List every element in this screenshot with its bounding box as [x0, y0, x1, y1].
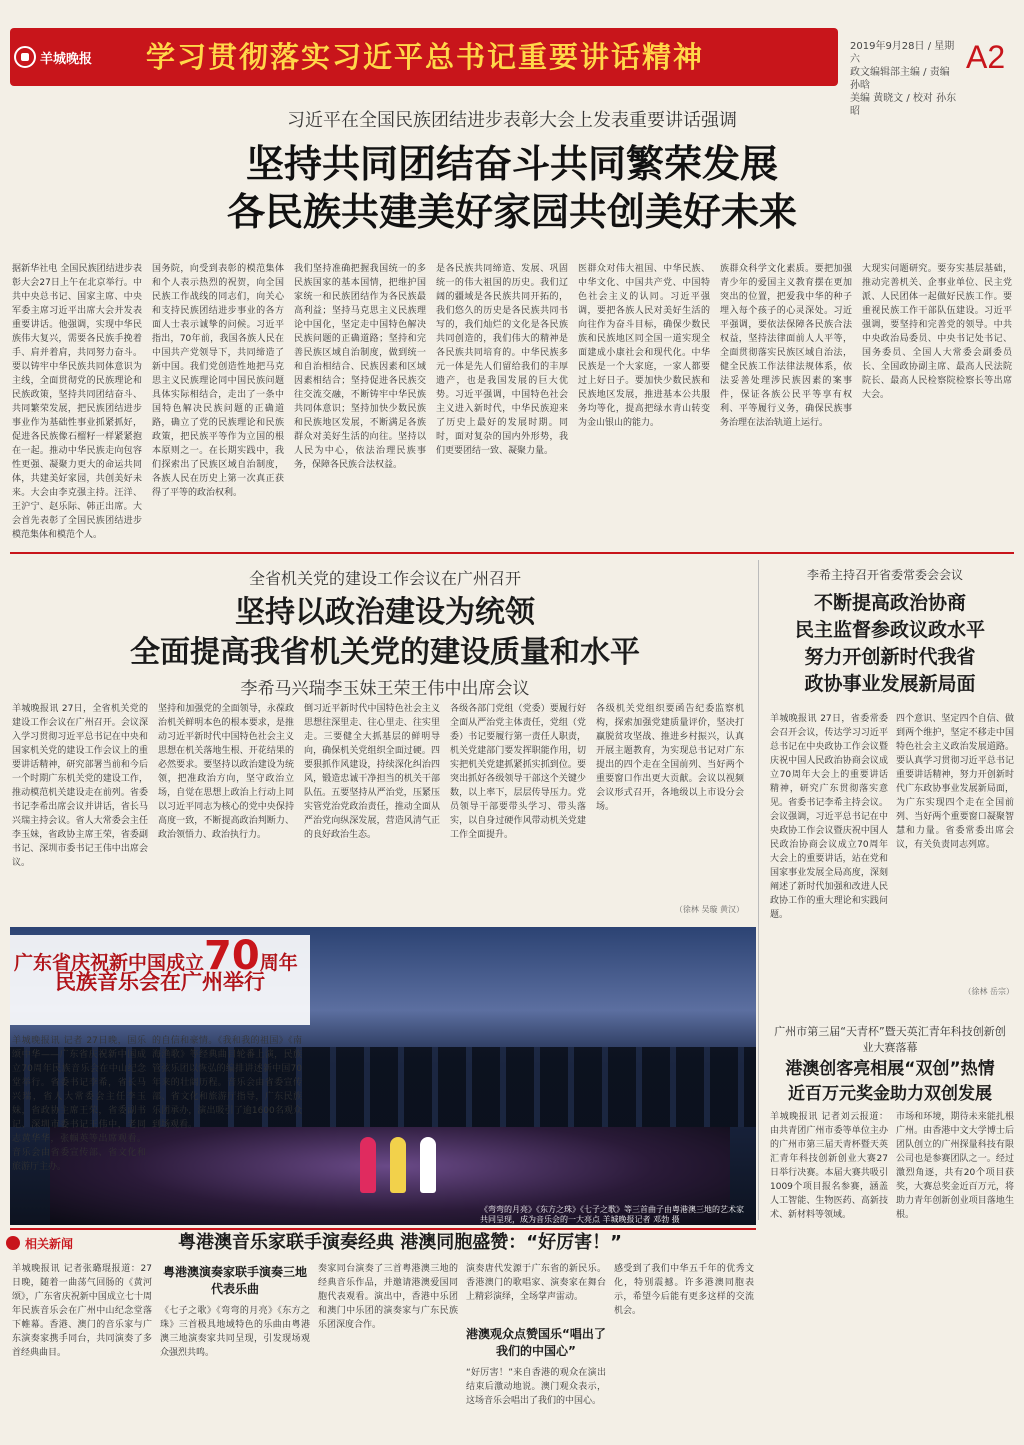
designer-line: 美编 黄晓文 / 校对 孙东昭	[850, 93, 957, 117]
news-col-3: 演奏唐代发源于广东省的新民乐。香港澳门的歌唱家、演奏家在舞台上精彩演绎，全场掌声雷动。	[466, 1264, 606, 1302]
photo-caption: 《弯弯的月亮》《东方之珠》《七子之歌》等三首曲子由粤港澳三地的艺术家共同呈现，成为音乐会的一大亮点 羊城晚报记者 邓勃 摄	[480, 1205, 744, 1224]
news-box2-title: 港澳观众点赞国乐“唱出了我们的中国心”	[466, 1327, 606, 1358]
second-headline[interactable]	[40, 593, 730, 673]
news-col-2: 奏家同台演奏了三首粤港澳三地的经典音乐作品，并邀请港澳爱国同胞代表观看。演出中，香港中乐团和澳门中乐团的演奏家与广东民族乐团深度合作。	[318, 1264, 458, 1330]
second-col-2: 坚持和加强党的全面领导，永葆政治机关鲜明本色的根本要求，是推动习近平新时代中国特色社会主义思想在机关落地生根、开花结果的必然要求。要坚持以政治建设为统领，把准政治方向，坚守政治立场，自觉在思想上政治上行动上同以习近平同志为核心的党中央保持高度一致，不断提高政治判断力、政治领悟力、政治执行力。	[158, 704, 294, 840]
news-box1-title: 粤港澳演奏家联手演奏三地代表乐曲	[162, 1265, 307, 1296]
related-news-tag[interactable]	[6, 1233, 106, 1253]
concert-title-prefix: 广东省庆祝新中国成立	[14, 952, 205, 974]
side1-headline-line1: 不断提高政治协商	[813, 592, 966, 614]
lead-col-5: 医群众对伟大祖国、中华民族、中华文化、中国共产党、中国特色社会主义的认同。习近平强调，要把各族人民对美好生活的向往作为奋斗目标，确保少数民族和民族地区同全国一道实现全面建成小康社会和现代化。中华民族是一个大家庭，一家人都要过上好日子。要加快少数民族和民族地区发展，推进基本公共服务均等化，提高把绿水青山转变为金山银山的能力。	[578, 264, 710, 428]
news-headline[interactable]: 粤港澳音乐家联手演奏经典 港澳同胞盛赞：“好厉害！”	[178, 1232, 622, 1253]
column-divider	[758, 560, 759, 1220]
lead-headline-line1: 坚持共同团结奋斗共同繁荣发展	[245, 142, 778, 186]
side1-byline: （徐林 岳宗）	[963, 987, 1014, 996]
side2-col-2: 市场和环境，期待未来能扎根广州。由香港中文大学博士后团队创立的广州探量科技有限公司也是参赛团队之一。经过激烈角逐，共有20个项目获奖，大赛总奖金近百万元，将助力青年创新创业项目落地生根。	[896, 1112, 1014, 1220]
side1-kicker: 李希主持召开省委常委会会议	[806, 568, 963, 582]
related-news-label: 相关新闻	[25, 1236, 74, 1251]
masthead-logo	[14, 32, 134, 82]
second-headline-line2: 全面提高我省机关党的建设质量和水平	[130, 635, 640, 670]
news-box1-col: 《七子之歌》《弯弯的月亮》《东方之珠》三首极具地域特色的乐曲由粤港澳三地演奏家共同呈现，引发现场观众强烈共鸣。	[160, 1306, 310, 1358]
side2-headline-line1: 港澳创客亮相展“双创”热情	[785, 1059, 995, 1079]
news-col-4: 感受到了我们中华五千年的优秀文化，特别震撼。许多港澳同胞表示，希望今后能有更多这样的交流机会。	[614, 1264, 754, 1316]
header-meta	[850, 40, 960, 118]
banner-title: 学习贯彻落实习近平总书记重要讲话精神	[146, 40, 705, 74]
lead-headline[interactable]	[60, 140, 964, 236]
lead-col-7: 大现实问题研究。要夯实基层基础，推动完善机关、企事业单位、民主党派、人民团体一起做好民族工作。要重视民族工作干部队伍建设。习近平强调，要坚持和完善党的领导。中共中央政治局委员、中央书记处书记、国务委员、全国人大常委会副委员长、全国政协副主席、最高人民法院院长、最高人民检察院检察长等出席大会。	[862, 264, 1012, 400]
side1-headline-line3: 努力开创新时代我省	[804, 646, 976, 668]
second-kicker: 全省机关党的建设工作会议在广州召开	[248, 569, 521, 588]
date-line: 2019年9月28日 / 星期六	[850, 41, 955, 65]
second-subhead: 李希马兴瑞李玉妹王荣王伟中出席会议	[240, 679, 530, 699]
second-headline-line1: 坚持以政治建设为统领	[235, 595, 535, 630]
side1-headline[interactable]	[770, 590, 1010, 698]
lead-col-6: 族群众科学文化素质。要把加强青少年的爱国主义教育摆在更加突出的位置，把爱我中华的种子埋入每个孩子的心灵深处。习近平强调，要依法保障各民族合法权益，坚持法律面前人人平等，全面贯彻落实民族区域自治法，健全民族工作法律法规体系，依法妥善处理涉民族因素的案事件，保证各族公民平等享有权利、平等履行义务，确保民族事务治理在法治轨道上运行。	[720, 264, 852, 428]
second-col-5: 各级机关党组织要函告纪委监察机构，探索加强党建质量评价，坚决打赢脱贫攻坚战、推进乡村振兴，认真开展主题教育，为实现总书记对广东提出的四个走在全国前列、当好两个重要窗口作出更大贡献。会议以视频会议形式召开，各地级以上市设分会场。	[596, 704, 744, 812]
performer-figure	[360, 1137, 376, 1193]
concert-title-line2: 民族音乐会在广州举行	[55, 970, 265, 994]
lead-kicker: 习近平在全国民族团结进步表彰大会上发表重要讲话强调	[287, 110, 737, 131]
logo-text: 羊城晚报	[40, 51, 93, 67]
lead-headline-line2: 各民族共建美好家园共创美好未来	[226, 190, 797, 234]
side2-col-1: 羊城晚报讯 记者刘云报道：由共青团广州市委等单位主办的广州市第三届天青杯暨天英汇青年科技创新创业大赛27日举行决赛。本届大赛共吸引1009个项目报名参赛，涵盖人工智能、生物医药、高新技术、新材料等领域。	[770, 1112, 888, 1220]
side1-col-1: 羊城晚报讯 27日，省委常委会召开会议，传达学习习近平总书记在中央政协工作会议暨庆祝中国人民政治协商会议成立70周年大会上的重要讲话精神，研究广东贯彻落实意见。省委书记李希主持会议。会议强调，习近平总书记在中央政协工作会议暨庆祝中国人民政治协商会议成立70周年大会上的重要讲话，站在党和国家事业发展全局高度，深刻阐述了新时代加强和改进人民政协工作的重大理论和实践问题。	[770, 714, 888, 920]
lead-col-1: 据新华社电 全国民族团结进步表彰大会27日上午在北京举行。中共中央总书记、国家主席、中央军委主席习近平出席大会并发表重要讲话。他强调，实现中华民族伟大复兴，需要各民族手挽着手、肩并着肩，共同努力奋斗。要以铸牢中华民族共同体意识为主线，全面贯彻党的民族理论和民族政策，坚持共同团结奋斗、共同繁荣发展，把民族团结进步事业作为基础性事业抓紧抓好，促进各民族像石榴籽一样紧紧抱在一起。推动中华民族走向包容性更强、凝聚力更大的命运共同体，共建美好家园，共创美好未来。大会由李克强主持。汪洋、王沪宁、赵乐际、韩正出席。大会首先表彰了全国民族团结进步模范集体和模范个人。	[12, 264, 142, 540]
concert-col-1: 羊城晚报讯 记者 27日晚，国乐颂中华——广东省庆祝新中国成立70周年民族音乐会在中山纪念堂举行。省委书记李希，省长马兴瑞，省人大常委会主任李玉妹，省政协主席王荣，省委副书记、深圳市委书记王伟中，老同志黄华华，张帼英等出席观看。音乐会由省委宣传部、省文化和旅游厅主办。	[12, 1036, 146, 1172]
news-box2-col: “好厉害！”来自香港的观众在演出结束后激动地说。澳门观众表示，这场音乐会唱出了我们的中国心。	[466, 1368, 606, 1406]
side2-headline-line2: 近百万元奖金助力双创发展	[788, 1084, 992, 1104]
concert-title-suffix: 周年	[259, 952, 298, 974]
lead-col-3: 我们坚持准确把握我国统一的多民族国家的基本国情，把维护国家统一和民族团结作为各民族最高利益；坚持马克思主义民族理论中国化，坚定走中国特色解决民族问题的正确道路；坚持和完善民族区域自治制度，做到统一和自治相结合、民族因素和区域因素相结合；坚持促进各民族交往交流交融，不断铸牢中华民族共同体意识；坚持加快少数民族和民族地区发展，不断满足各族群众对美好生活的向往。坚持以人民为中心，依法治理民族事务，保障各民族合法权益。	[294, 264, 426, 470]
side2-kicker: 广州市第三届“天青杯”暨天英汇青年科技创新创业大赛落幕	[774, 1025, 1006, 1054]
second-col-3: 倒习近平新时代中国特色社会主义思想往深里走、往心里走、往实里走。三要健全大抓基层的鲜明导向，确保机关党组织全面过硬。四要狠抓作风建设，持续深化纠治四风，锻造忠诚干净担当的机关干部队伍。五要坚持从严治党，压紧压实管党治党政治责任，推动全面从严治党向纵深发展，营造风清气正的良好政治生态。	[304, 704, 440, 840]
performer-figure	[420, 1137, 436, 1193]
news-col-1: 羊城晚报讯 记者张璐琨报道：27日晚，随着一曲荡气回肠的《黄河颂》，广东省庆祝新中国成立七十周年民族音乐会在广州中山纪念堂落下帷幕。香港、澳门的音乐家与广东演奏家携手同台，共同演奏了多首经典曲目。	[12, 1264, 152, 1358]
performer-figure	[390, 1137, 406, 1193]
concert-col-2: 的自信和豪情。《我和我的祖国》《南海渔歌》等经典曲目轮番上演，民族管弦乐团以恢弘的编排讲述新中国70年来的壮阔历程。音乐会由省委宣传部、省文化和旅游厅指导，广东民族乐团承办，演出吸引了逾1600名观众到场观看。	[152, 1036, 302, 1130]
side1-col-2: 四个意识、坚定四个自信、做到两个维护，坚定不移走中国特色社会主义政治发展道路。要认真学习贯彻习近平总书记重要讲话精神，努力开创新时代广东政协事业发展新局面，为广东实现四个走在全国前列、当好两个重要窗口凝聚智慧和力量。省委常委出席会议，有关负责同志列席。	[896, 714, 1014, 850]
side1-headline-line2: 民主监督参政议政水平	[794, 619, 985, 641]
second-byline: （徐林 吴璇 黄汉）	[674, 905, 744, 914]
section-divider	[10, 552, 1014, 554]
lead-col-2: 国务院，向受到表彰的模范集体和个人表示热烈的祝贺，向全国民族工作战线的同志们，向关心和支持民族团结进步事业的各方面人士表示诚挚的问候。习近平指出，70年前，我国各族人民在中国共产党领导下，共同缔造了新中国。我们党创造性地把马克思主义民族理论同中国民族问题具体实际相结合，走出了一条中国特色解决民族问题的正确道路，确立了党的民族理论和民族政策，把民族平等作为立国的根本原则之一。在长期实践中，我们探索出了民族区域自治制度，各族人民在历史上第一次真正获得了平等的政治权利。	[152, 264, 284, 498]
side1-headline-line4: 政协事业发展新局面	[804, 673, 976, 695]
lead-col-4: 是各民族共同缔造、发展、巩固统一的伟大祖国的历史。我们辽阔的疆域是各民族共同开拓的，我们悠久的历史是各民族共同书写的，我们灿烂的文化是各民族共同创造的，我们伟大的精神是各民族共同培育的。中华民族多元一体是先人们留给我们的丰厚遗产，也是我国发展的巨大优势。习近平强调，中国特色社会主义进入新时代，中华民族迎来了历史上最好的发展时期。同时，面对复杂的国内外形势，我们更要团结一致、凝聚力量。	[436, 264, 568, 456]
page-number: A2	[966, 39, 1006, 75]
news-tag-icon	[6, 1236, 20, 1250]
editor-line: 政文编辑部主编 / 责编 孙晗	[850, 67, 950, 91]
second-col-1: 羊城晚报讯 27日，全省机关党的建设工作会议在广州召开。会议深入学习贯彻习近平总书记在中央和国家机关党的建设工作会议上的重要讲话精神，研究部署当前和今后一个时期广东机关党的建设工作，推动模范机关建设走在前列。省委书记李希出席会议并讲话，省长马兴瑞主持会议。省人大常委会主任李玉妹，省政协主席王荣，省委副书记、深圳市委书记王伟中出席会议。	[12, 704, 148, 868]
concert-title-number: 70	[204, 933, 260, 979]
newspaper-logo-icon	[14, 46, 36, 68]
side2-headline[interactable]	[770, 1057, 1010, 1107]
second-col-4: 各级各部门党组（党委）要履行好全面从严治党主体责任，党组（党委）书记要履行第一责任人职责，机关党建部门要发挥职能作用，切实把机关党建抓紧抓实抓到位。要突出抓好各级领导干部这个关键少数，以上率下，层层传导压力。党员领导干部要带头学习、带头落实，以自身过硬作风带动机关党建工作全面提升。	[450, 704, 586, 840]
